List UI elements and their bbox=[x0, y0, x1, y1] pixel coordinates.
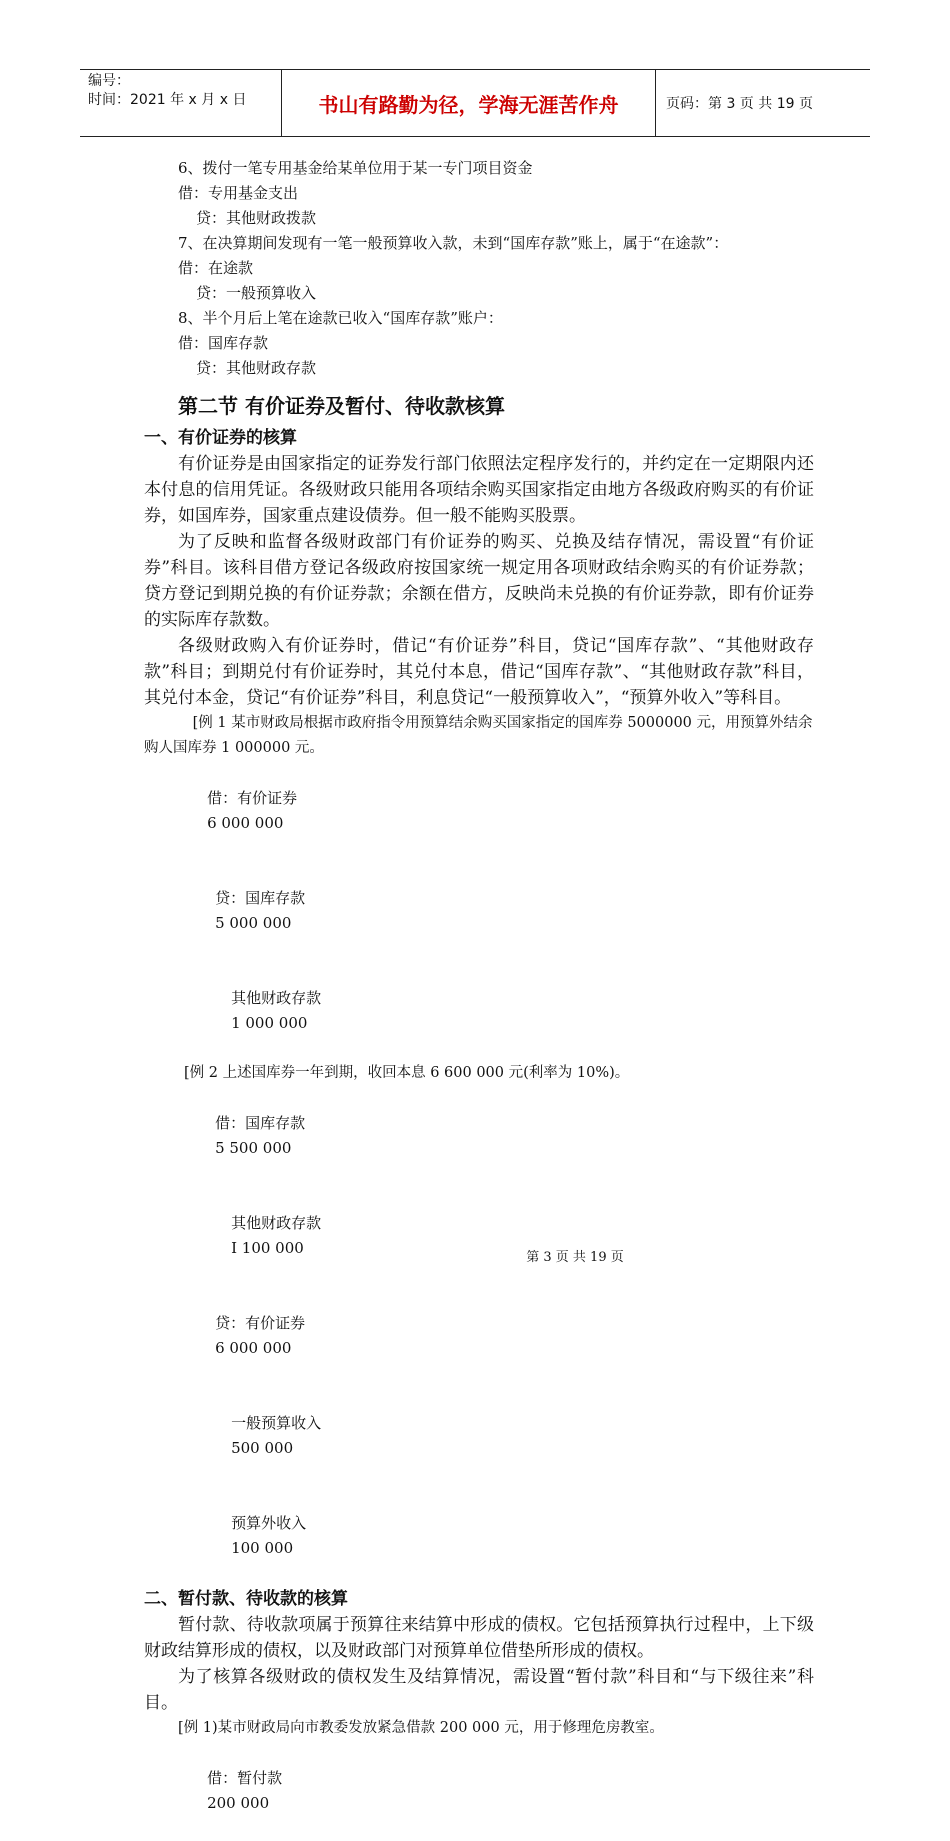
entry-account: 其他财政存款 bbox=[231, 989, 322, 1007]
section-title: 第二节 有价证券及暂付、待收款核算 bbox=[178, 394, 505, 418]
entry-account: 其他财政存款 bbox=[231, 1214, 322, 1232]
page-header bbox=[80, 69, 870, 137]
entry-account: 贷：有价证券 bbox=[215, 1314, 306, 1332]
text-line: 贷：其他财政存款 bbox=[196, 359, 317, 377]
text-line: 8、半个月后上笔在途款已收入“国库存款”账户： bbox=[178, 309, 503, 327]
entry-amount: 5 500 000 bbox=[215, 1139, 292, 1157]
document-body bbox=[144, 156, 814, 1841]
journal-entry bbox=[144, 1741, 814, 1841]
journal-entry bbox=[144, 1086, 814, 1186]
paragraph: 为了反映和监督各级财政部门有价证券的购买、兑换及结存情况，需设置“有价证券”科目。该科目借方登记各级政府按国家统一规定用各项财政结余购买的有价证券款；贷方登记到期兑换的有价证券款；余额在借方，反映尚未兑换的有价证券款，即有价证券的实际库存款数。 bbox=[144, 532, 814, 630]
document-date: 时间：2021 年 x 月 x 日 bbox=[88, 92, 247, 108]
document-number: 编号： bbox=[88, 73, 130, 89]
journal-entry bbox=[144, 1486, 814, 1586]
paragraph: 为了核算各级财政的债权发生及结算情况，需设置“暂付款”科目和“与下级往来”科目。 bbox=[144, 1667, 814, 1713]
text-line: 7、在决算期间发现有一笔一般预算收入款，未到“国库存款”账上，属于“在途款”： bbox=[178, 234, 729, 252]
example-text: [例 1 某市财政局根据市政府指令用预算结余购买国家指定的国库券 5000000 元，用预算外结余购人国库券 1 000000 元。 bbox=[144, 715, 813, 756]
entry-amount: 100 000 bbox=[231, 1539, 294, 1557]
journal-entry bbox=[144, 761, 814, 861]
entry-amount: 1 000 000 bbox=[231, 1014, 308, 1032]
entry-account: 借：国库存款 bbox=[215, 1114, 306, 1132]
header-motto: 书山有路勤为径，学海无涯苦作舟 bbox=[282, 70, 656, 136]
page-footer: 第 3 页 共 19 页 bbox=[526, 1250, 624, 1265]
entry-amount: I 100 000 bbox=[231, 1239, 304, 1257]
entry-amount: 5 000 000 bbox=[215, 914, 292, 932]
journal-entry bbox=[144, 961, 814, 1061]
text-line: 借：专用基金支出 bbox=[178, 184, 299, 202]
entry-account: 贷：国库存款 bbox=[215, 889, 306, 907]
text-line: 借：国库存款 bbox=[178, 334, 269, 352]
entry-account: 一般预算收入 bbox=[231, 1414, 322, 1432]
text-line: 贷：其他财政拨款 bbox=[196, 209, 317, 227]
journal-entry bbox=[144, 1286, 814, 1386]
subsection-title: 二、暂付款、待收款的核算 bbox=[144, 1589, 348, 1609]
journal-entry bbox=[144, 861, 814, 961]
example-text: [例 1)某市财政局向市教委发放紧急借款 200 000 元，用于修理危房教室。 bbox=[178, 1720, 664, 1736]
text-line: 借：在途款 bbox=[178, 259, 254, 277]
entry-account: 借：暂付款 bbox=[207, 1769, 283, 1787]
text-line: 6、拨付一笔专用基金给某单位用于某一专门项目资金 bbox=[178, 159, 533, 177]
entry-amount: 200 000 bbox=[207, 1794, 270, 1812]
paragraph: 有价证券是由国家指定的证券发行部门依照法定程序发行的，并约定在一定期限内还本付息的信用凭证。各级财政只能用各项结余购买国家指定由地方各级政府购买的有价证券，如国库券，国家重点建设债券。但一般不能购买股票。 bbox=[144, 454, 814, 526]
paragraph: 各级财政购入有价证券时，借记“有价证券”科目，贷记“国库存款”、“其他财政存款”科目；到期兑付有价证券时，其兑付本息，借记“国库存款”、“其他财政存款”科目，其兑付本金，贷记“有价证券”科目，利息贷记“一般预算收入”，“预算外收入”等科目。 bbox=[144, 636, 814, 708]
text-line: 贷：一般预算收入 bbox=[196, 284, 317, 302]
example-text: [例 2 上述国库券一年到期，收回本息 6 600 000 元(利率为 10%)。 bbox=[184, 1065, 630, 1081]
paragraph: 暂付款、待收款项属于预算往来结算中形成的债权。它包括预算执行过程中，上下级财政结算形成的债权，以及财政部门对预算单位借垫所形成的债权。 bbox=[144, 1615, 814, 1661]
entry-amount: 6 000 000 bbox=[215, 1339, 292, 1357]
journal-entry bbox=[144, 1186, 814, 1286]
entry-account: 预算外收入 bbox=[231, 1514, 307, 1532]
entry-amount: 6 000 000 bbox=[207, 814, 284, 832]
journal-entry bbox=[144, 1386, 814, 1486]
entry-account: 借：有价证券 bbox=[207, 789, 298, 807]
header-page-number: 页码：第 3 页 共 19 页 bbox=[666, 96, 813, 112]
subsection-title: 一、有价证券的核算 bbox=[144, 428, 297, 448]
header-meta bbox=[80, 70, 282, 136]
entry-amount: 500 000 bbox=[231, 1439, 294, 1457]
